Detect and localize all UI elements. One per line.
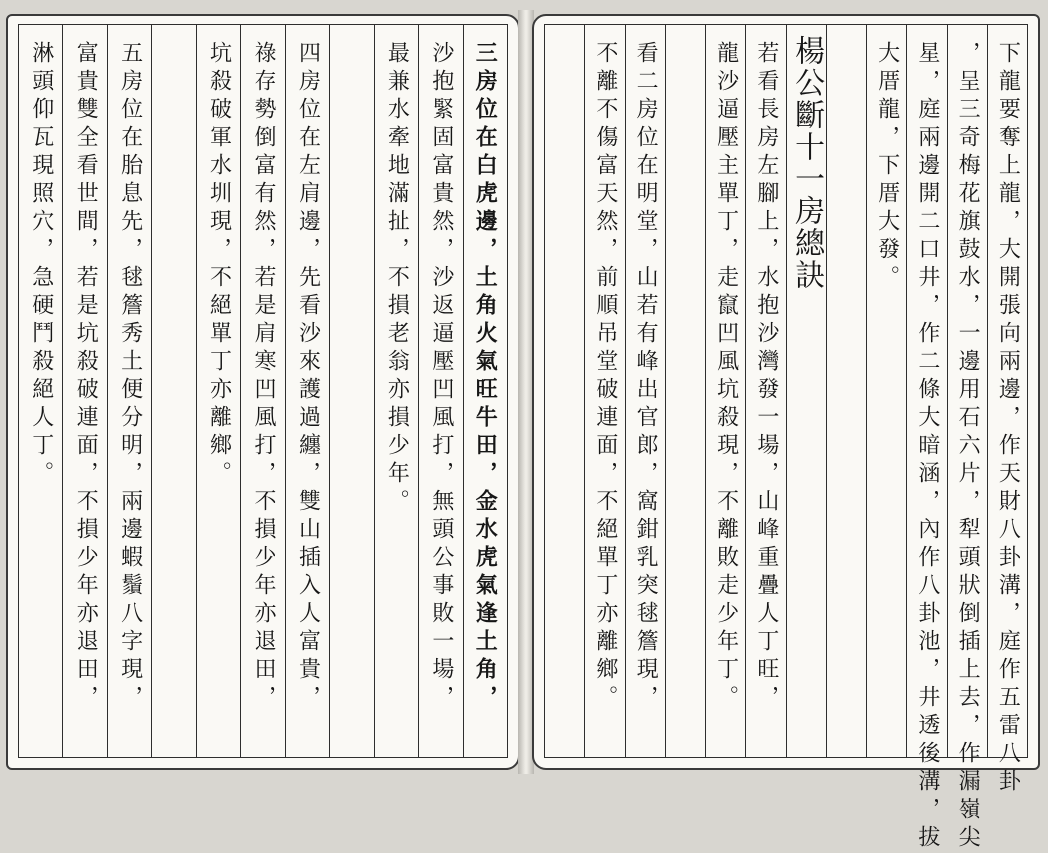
- column-text: 大厝龍，下厝大發。: [874, 41, 900, 293]
- column-text: 龍沙逼壓主單丁，走竄凹風坑殺現，不離敗走少年丁。: [713, 41, 739, 713]
- column-text: 沙抱緊固富貴然，沙返逼壓凹風打，無頭公事敗一場，: [428, 41, 454, 713]
- right-column-10: [625, 25, 665, 757]
- column-text: 下龍要奪上龍，大開張向兩邊，作天財八卦溝，庭作五雷八卦: [995, 41, 1021, 797]
- column-text: 若看長房左腳上，水抱沙灣發一場，山峰重疊人丁旺，: [753, 41, 779, 713]
- right-column-7: [745, 25, 785, 757]
- column-text: 坑殺破軍水圳現，不絕單丁亦離鄉。: [206, 41, 232, 489]
- column-text: 不離不傷富天然，前順吊堂破連面，不絕單丁亦離鄉。: [592, 41, 618, 713]
- left-column-8: [151, 25, 195, 757]
- section-title-column: [786, 25, 826, 757]
- left-column-5: [285, 25, 329, 757]
- right-column-1: [987, 25, 1027, 797]
- column-text: 祿存勢倒富有然，若是肩寒凹風打，不損少年亦退田，: [251, 41, 276, 713]
- column-text: 四房位在左肩邊，先看沙來護過纏，雙山插入人富貴，: [295, 41, 321, 713]
- column-text: 最兼水牽地滿扯，不損老翁亦損少年。: [384, 41, 410, 517]
- left-column-9: [107, 25, 151, 757]
- right-column-4: [866, 25, 906, 757]
- right-column-9: [665, 25, 705, 757]
- column-text: 三房位在白虎邊，土角火氣旺牛田，金水虎氣逢土角，: [472, 41, 499, 713]
- left-column-1: [463, 25, 507, 757]
- left-column-2: [418, 25, 462, 757]
- left-column-11: [19, 25, 62, 757]
- left-column-3: [374, 25, 418, 757]
- column-text: 看二房位在明堂，山若有峰出官郎，窩鉗乳突毬簷現，: [633, 41, 659, 713]
- column-text: 淋頭仰瓦現照穴，急硬鬥殺絕人丁。: [28, 41, 54, 489]
- right-column-8: [705, 25, 745, 757]
- left-column-frame: [18, 24, 508, 758]
- right-column-5: [826, 25, 866, 757]
- right-page: [532, 14, 1040, 853]
- right-column-3: [906, 25, 946, 853]
- section-title: 楊公斷十一房總訣: [789, 35, 825, 291]
- right-column-frame: [544, 24, 1028, 853]
- column-text: ，呈三奇梅花旗鼓水，一邊用石六片，犁頭狀倒插上去，作漏嶺尖: [955, 41, 981, 853]
- left-column-10: [62, 25, 106, 757]
- column-text: 星，庭兩邊開二口井，作二條大暗涵，內作八卦池，井透後溝，拔: [914, 41, 940, 853]
- right-column-11: [584, 25, 624, 757]
- right-column-2: [947, 25, 987, 853]
- column-text: 五房位在胎息先，毬簷秀土便分明，兩邊蝦鬚八字現，: [117, 41, 143, 713]
- left-column-6: [240, 25, 284, 757]
- right-column-12: [545, 25, 584, 757]
- left-column-7: [196, 25, 240, 757]
- left-column-4: [329, 25, 373, 757]
- left-page: [6, 14, 520, 770]
- column-text: 富貴雙全看世間，若是坑殺破連面，不損少年亦退田，: [73, 41, 99, 713]
